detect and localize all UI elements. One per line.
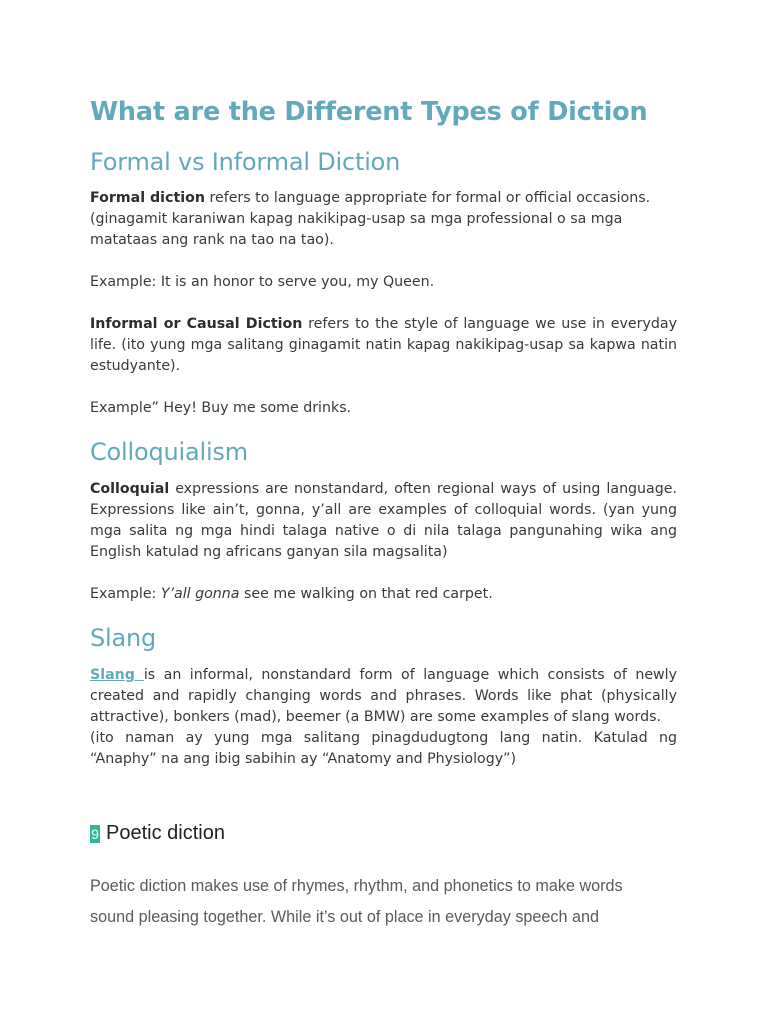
colloquial-example [90, 584, 677, 605]
colloquial-example-prefix: Example: [90, 586, 161, 602]
heading-poetic-diction: Poetic diction [106, 822, 225, 844]
informal-diction-paragraph [90, 314, 677, 377]
heading-slang: Slang [90, 624, 157, 652]
heading-formal-vs-informal: Formal vs Informal Diction [90, 148, 401, 176]
formal-diction-text: refers to language appropriate for formal or official occasions. (ginagamit karaniwan kapag nakikipag-usap sa mga professional o sa mga matataas ang rank na tao na tao). [90, 190, 651, 248]
slang-note-paragraph: (ito naman ay yung mga salitang pinagdudugtong lang natin. Katulad ng “Anaphy” na ang ibig sabihin ay “Anatomy and Physiology”) [90, 730, 677, 767]
slang-text: is an informal, nonstandard form of language which consists of newly created and rapidly changing words and phrases. Words like phat (physically attractive), bonkers (mad), beemer (a BMW) are some examples of slang words. [90, 667, 677, 725]
poetic-diction-line-2: sound pleasing together. While it’s out of place in everyday speech and [90, 908, 600, 926]
slang-paragraph [90, 665, 677, 728]
colloquial-paragraph [90, 479, 677, 563]
heading-colloquialism: Colloquialism [90, 438, 248, 466]
informal-diction-term: Informal or Causal Diction [90, 316, 303, 332]
colloquial-term: Colloquial [90, 481, 170, 497]
document-content [90, 92, 677, 770]
informal-example: Example” Hey! Buy me some drinks. [90, 400, 352, 416]
poetic-diction-paragraph [90, 871, 690, 933]
formal-diction-paragraph [90, 188, 677, 251]
formal-example: Example: It is an honor to serve you, my Queen. [90, 274, 435, 290]
poetic-diction-line-1: Poetic diction makes use of rhymes, rhythm, and phonetics to make words [90, 877, 623, 895]
poetic-diction-header [90, 822, 225, 845]
informal-diction-text: refers to the style of language we use in everyday life. (ito yung mga salitang ginagamit natin kapag nakikipag-usap sa kapwa natin estudyante). [90, 316, 677, 374]
slang-link[interactable]: Slang [90, 667, 144, 683]
colloquial-example-text: see me walking on that red carpet. [239, 586, 493, 602]
colloquial-example-italic: Y’all gonna [160, 586, 240, 602]
colloquial-text: expressions are nonstandard, often regional ways of using language. Expressions like ain’t, gonna, y’all are examples of colloquial words. (yan yung mga salita ng mga hindi talaga native o di nila talaga pangunahing wika ang English katulad ng africans ganyan sila magsalita) [90, 481, 677, 560]
formal-diction-term: Formal diction [90, 190, 205, 206]
page-title: What are the Different Types of Diction [90, 97, 648, 127]
section-number-badge: 9 [91, 825, 99, 842]
